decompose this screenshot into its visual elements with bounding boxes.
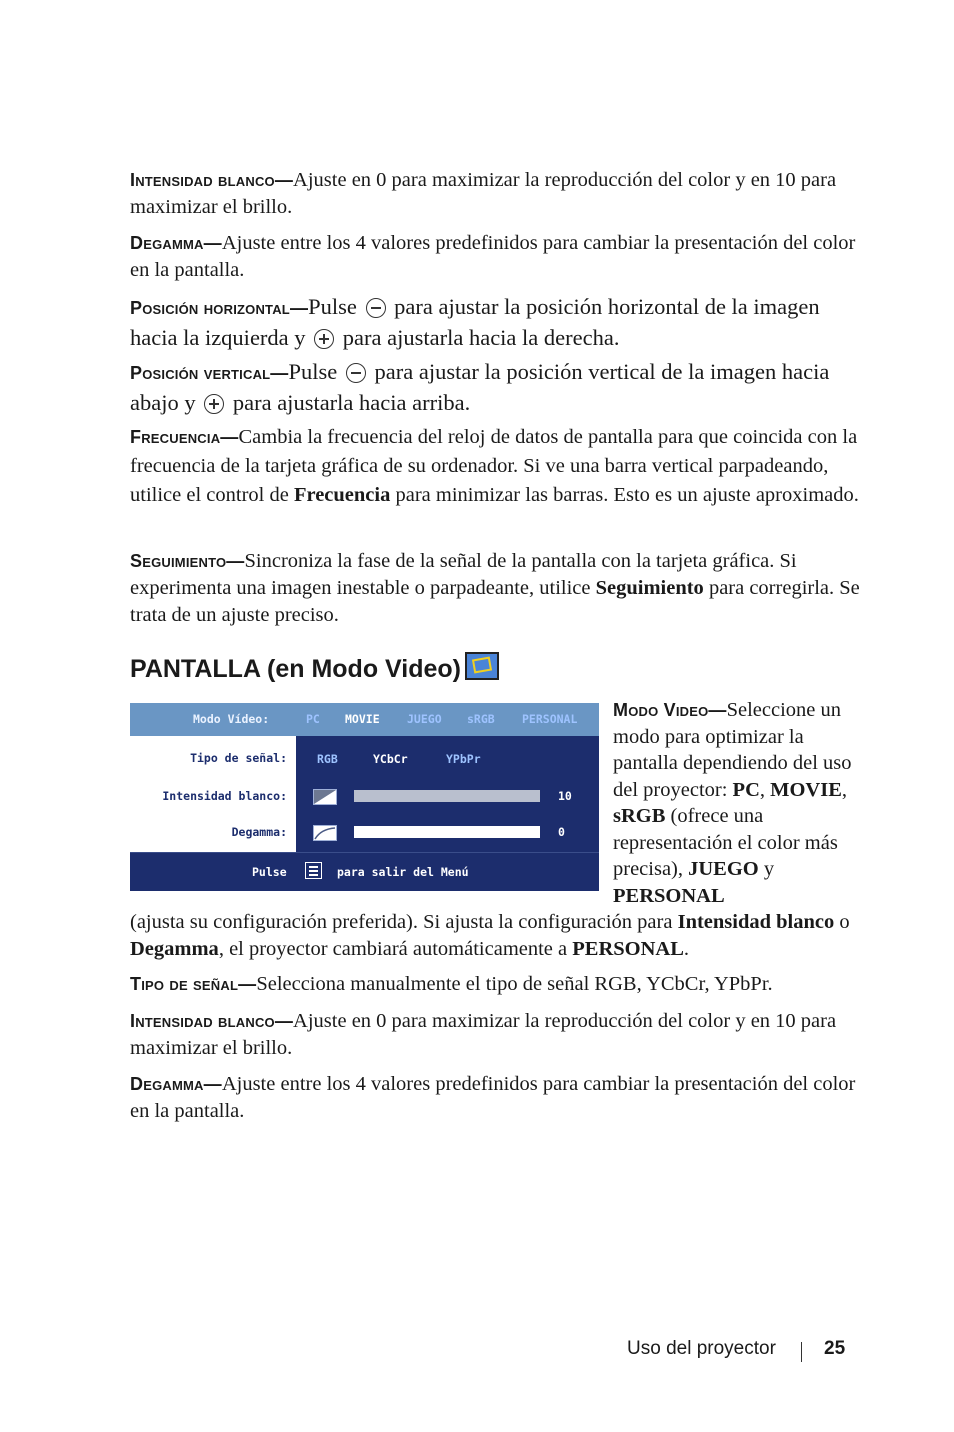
plus-icon — [314, 329, 334, 349]
para-tipo-senal: Tipo de señal—Selecciona manualmente el tipo de señal RGB, YCbCr, YPbPr. — [130, 973, 773, 995]
osd-mode-movie: MOVIE — [345, 712, 380, 726]
osd-mode-srgb: sRGB — [467, 712, 495, 726]
term: Seguimiento— — [130, 551, 245, 571]
term: Posición horizontal— — [130, 298, 309, 318]
degamma-bar — [354, 826, 540, 838]
osd-mode-pc: PC — [306, 712, 320, 726]
term: Posición vertical— — [130, 363, 289, 383]
osd-degamma-value: 0 — [558, 825, 565, 839]
osd-white-value: 10 — [558, 789, 572, 803]
osd-signal-label: Tipo de señal: — [190, 751, 287, 765]
term: Intensidad blanco— — [130, 1011, 294, 1031]
term: Tipo de señal— — [130, 974, 257, 994]
para-degamma-2: Degamma—Ajuste entre los 4 valores predefinidos para cambiar la presentación del color en la pantalla. — [130, 1073, 856, 1122]
para-frecuencia: Frecuencia—Cambia la frecuencia del reloj de datos de pantalla para que coincida con la frecuencia de la tarjeta gráfica de su ordenador. Si ve una barra vertical parpadeando, utilice el control de Frecuencia para minimizar las barras. Esto es un ajuste aproximado. — [130, 426, 859, 506]
term: Degamma— — [130, 1074, 222, 1094]
osd-degamma-label: Degamma: — [231, 825, 287, 839]
brightness-icon — [313, 789, 337, 805]
osd-mode-personal: PERSONAL — [522, 712, 578, 726]
menu-icon — [305, 862, 322, 879]
para-posicion-horizontal: Posición horizontal—Pulse para ajustar la posición horizontal de la imagen hacia la izquierda y para ajustarla hacia la derecha. — [130, 294, 820, 350]
page-number: 25 — [824, 1338, 846, 1359]
minus-icon — [346, 363, 366, 383]
para-modo-video-side: Modo Video—Seleccione un modo para optimizar la pantalla dependiendo del uso del proyector: PC, MOVIE, sRGB (ofrece una representación el color más precisa), JUEGO y PERSONAL — [613, 699, 852, 907]
para-degamma-1: Degamma—Ajuste entre los 4 valores predefinidos para cambiar la presentación del color en la pantalla. — [130, 232, 856, 281]
osd-footer-text-a: Pulse — [252, 865, 287, 879]
gamma-curve-icon — [313, 825, 337, 841]
para-intensidad-blanco-2: Intensidad blanco—Ajuste en 0 para maximizar la reproducción del color y en 10 para maximizar el brillo. — [130, 1010, 837, 1059]
osd-mode-label: Modo Vídeo: — [193, 712, 270, 726]
term: Frecuencia— — [130, 427, 239, 447]
display-settings-icon — [465, 652, 499, 680]
plus-icon — [204, 394, 224, 414]
osd-signal-ypbpr: YPbPr — [446, 752, 481, 766]
osd-signal-rgb: RGB — [317, 752, 338, 766]
term: Intensidad blanco— — [130, 170, 294, 190]
osd-mode-juego: JUEGO — [407, 712, 442, 726]
osd-signal-ycbcr: YCbCr — [373, 752, 408, 766]
minus-icon — [366, 298, 386, 318]
para-posicion-vertical: Posición vertical—Pulse para ajustar la posición vertical de la imagen hacia abajo y para ajustarla hacia arriba. — [130, 359, 830, 415]
footer-section-title: Uso del proyector — [627, 1338, 776, 1359]
term: Modo Video— — [613, 700, 727, 720]
para-intensidad-blanco-1: Intensidad blanco—Ajuste en 0 para maximizar la reproducción del color y en 10 para maximizar el brillo. — [130, 169, 837, 218]
para-seguimiento: Seguimiento—Sincroniza la fase de la señal de la pantalla con la tarjeta gráfica. Si experimenta una imagen inestable o parpadeante, utilice Seguimiento para corregirla. Se trata de un ajuste preciso. — [130, 550, 860, 626]
osd-white-label: Intensidad blanco: — [162, 789, 287, 803]
osd-footer-text-b: para salir del Menú — [337, 865, 469, 879]
footer-divider — [801, 1342, 802, 1362]
section-heading: PANTALLA (en Modo Video) — [130, 652, 499, 684]
para-modo-video-cont: (ajusta su configuración preferida). Si ajusta la configuración para Intensidad blanco o Degamma, el proyector cambiará automáticamente a PERSONAL. — [130, 911, 850, 960]
osd-menu-image — [130, 703, 599, 890]
term: Degamma— — [130, 233, 222, 253]
white-intensity-bar — [354, 790, 540, 802]
